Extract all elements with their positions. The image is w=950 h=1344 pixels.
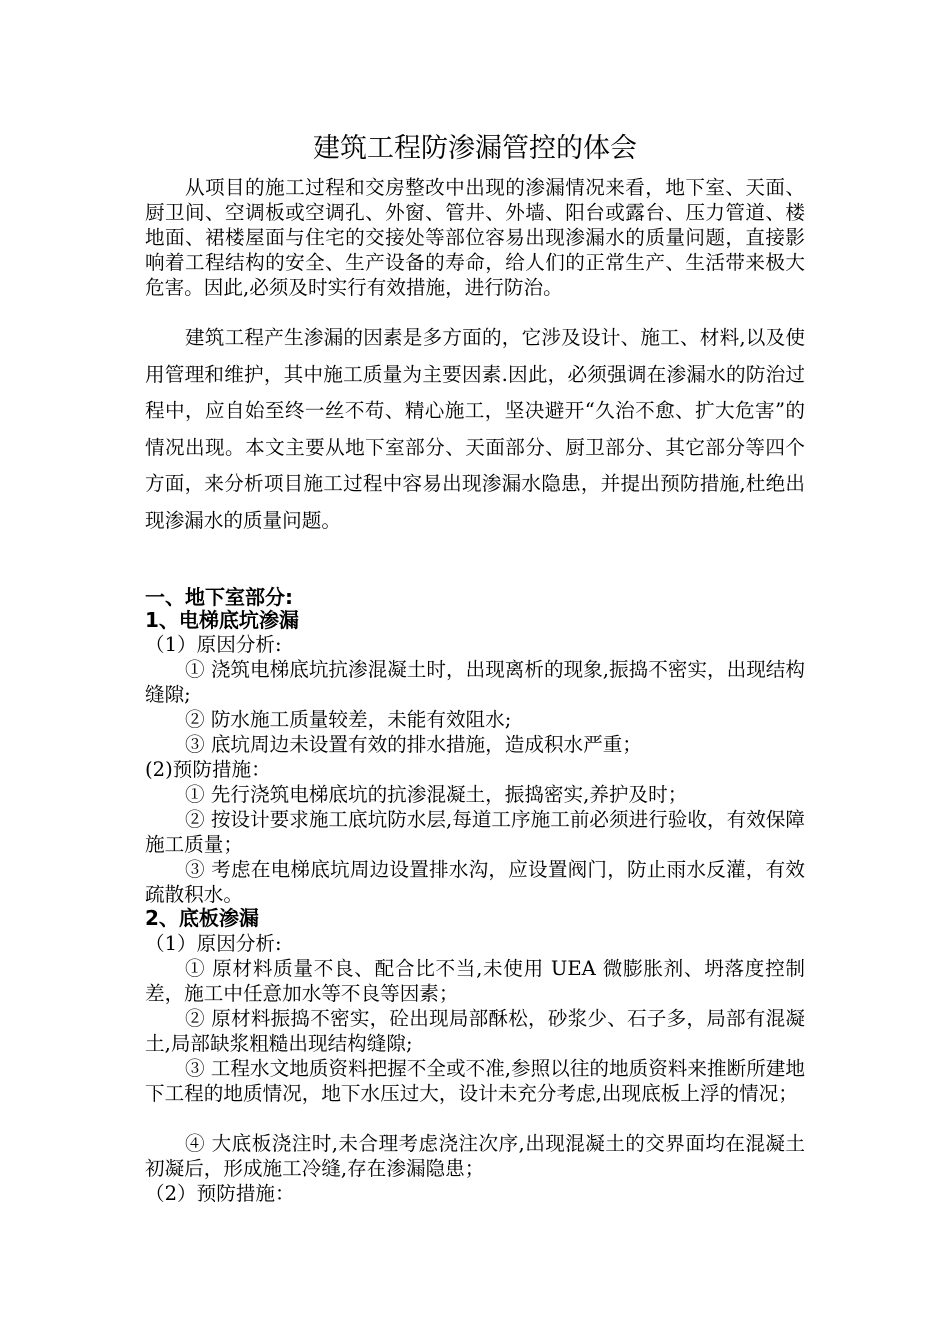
list-item: ① 先行浇筑电梯底坑的抗渗混凝土，振捣密实,养护及时； [185, 783, 688, 806]
section-heading-basement: 一、地下室部分: [145, 585, 293, 609]
subheading-floor-slab: 2、底板渗漏 [145, 906, 259, 930]
prevention-label: (2)预防措施： [145, 758, 271, 781]
cause-analysis-label: （1）原因分析: [145, 633, 282, 656]
intro-paragraph-2: 建筑工程产生渗漏的因素是多方面的，它涉及设计、施工、材料,以及使用管理和维护，其中施工质量为主要因素.因此，必须强调在渗漏水的防治过程中，应自始至终一丝不苟、精心施工，坚决避开“久治不愈、扩大危害”的情况出现。本文主要从地下室部分、天面部分、厨卫部分、其它部分等四个方面，来分析项目施工过程中容易出现渗漏水隐患，并提出预防措施,杜绝出现渗漏水的质量问题。 [145, 326, 805, 532]
list-item: ② 按设计要求施工底坑防水层,每道工序施工前必须进行验收，有效保障施工质量； [145, 808, 805, 856]
list-item: ① 原材料质量不良、配合比不当,未使用 UEA 微膨胀剂、坍落度控制差，施工中任意加水等不良等因素； [145, 957, 805, 1005]
list-item: ④ 大底板浇注时,未合理考虑浇注次序,出现混凝土的交界面均在混凝土初凝后，形成施工冷缝,存在渗漏隐患； [145, 1132, 805, 1180]
document-title: 建筑工程防渗漏管控的体会 [313, 133, 637, 164]
list-item: ② 防水施工质量较差，未能有效阻水; [185, 708, 512, 731]
list-item: ① 浇筑电梯底坑抗渗混凝土时，出现离析的现象,振捣不密实，出现结构缝隙; [145, 658, 805, 706]
list-item: ③ 工程水文地质资料把握不全或不准,参照以往的地质资料来推断所建地下工程的地质情况，地下水压过大，设计未充分考虑,出现底板上浮的情况； [145, 1057, 805, 1105]
list-item: ③ 考虑在电梯底坑周边设置排水沟，应设置阀门，防止雨水反灌，有效疏散积水。 [145, 858, 805, 906]
intro-paragraph-1: 从项目的施工过程和交房整改中出现的渗漏情况来看，地下室、天面、厨卫间、空调板或空调孔、外窗、管井、外墙、阳台或露台、压力管道、楼地面、裙楼屋面与住宅的交接处等部位容易出现渗漏水的质量问题，直接影响着工程结构的安全、生产设备的寿命，给人们的正常生产、生活带来极大危害。因此,必须及时实行有效措施，进行防治。 [145, 176, 805, 299]
list-item: ② 原材料振捣不密实，砼出现局部酥松，砂浆少、石子多，局部有混凝土,局部缺浆粗糙出现结构缝隙; [145, 1007, 805, 1055]
subheading-elevator-pit: 1、电梯底坑渗漏 [145, 608, 299, 632]
list-item: ③ 底坑周边未设置有效的排水措施，造成积水严重； [185, 733, 642, 756]
cause-analysis-label: （1）原因分析: [145, 932, 282, 955]
prevention-label: （2）预防措施： [145, 1182, 295, 1205]
